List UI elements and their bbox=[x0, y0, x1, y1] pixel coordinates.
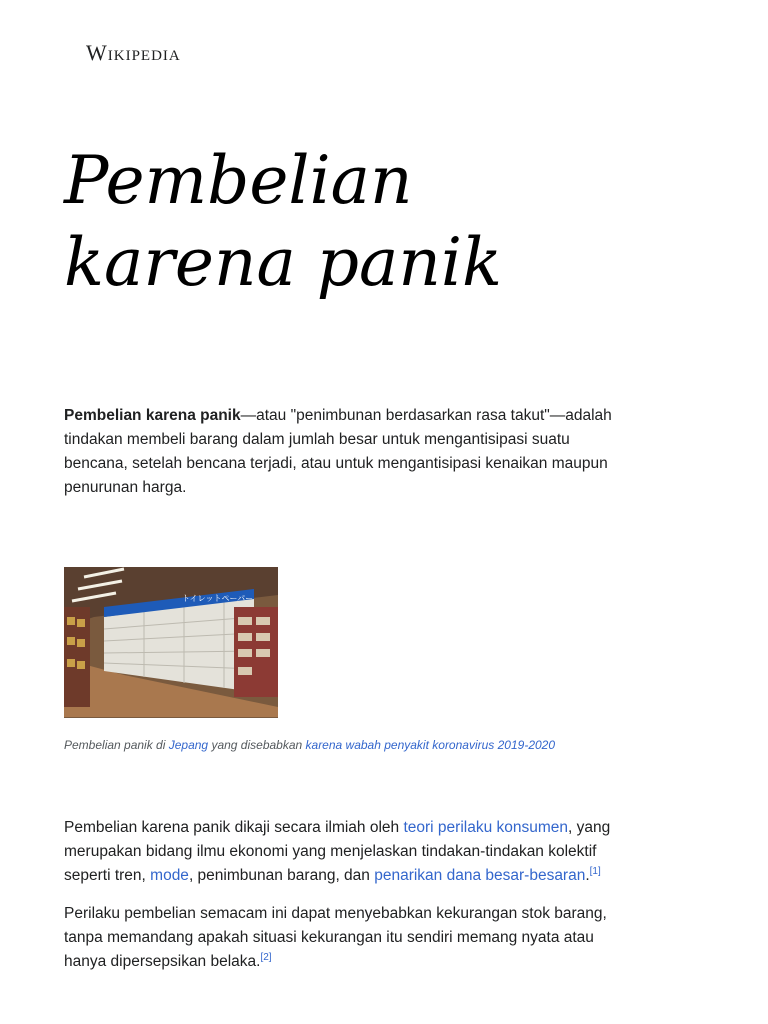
para2-text-2: , yang merupakan bidang ilmu ekonomi yang menjelaskan tindakan-tindakan kolektif seperti tren, bbox=[64, 819, 611, 884]
link-mode[interactable]: mode bbox=[150, 867, 189, 884]
store-shelves-photo bbox=[64, 567, 278, 718]
reference-2-link[interactable]: [2] bbox=[260, 951, 272, 963]
para3-text: Perilaku pembelian semacam ini dapat menyebabkan kekurangan stok barang, tanpa memandang apakah situasi kekurangan itu sendiri memang nyata atau hanya dipersepsikan belaka. bbox=[64, 905, 607, 970]
page-title bbox=[64, 140, 684, 304]
link-teori-perilaku-konsumen[interactable]: teori perilaku konsumen bbox=[403, 819, 569, 836]
figure-image[interactable] bbox=[64, 567, 278, 718]
figure-caption bbox=[64, 738, 684, 752]
page-title-line2: karena panik bbox=[64, 224, 502, 301]
intro-bold-term: Pembelian karena panik bbox=[64, 407, 241, 424]
intro-paragraph bbox=[64, 404, 624, 500]
link-jepang[interactable]: Jepang bbox=[168, 738, 209, 752]
para2-text-3: , penimbunan barang, dan bbox=[188, 867, 375, 884]
reference-1-link[interactable]: [1] bbox=[589, 865, 601, 877]
caption-text-2: yang disebabkan bbox=[208, 738, 306, 752]
wikipedia-logo[interactable]: Wikipedia bbox=[86, 40, 181, 65]
para2-text-4: . bbox=[585, 867, 590, 884]
shelf-sign-text: トイレットペーパー bbox=[182, 594, 254, 603]
link-wabah-koronavirus[interactable]: karena wabah penyakit koronavirus 2019-2020 bbox=[305, 738, 556, 752]
link-penarikan-dana[interactable]: penarikan dana besar-besaran bbox=[374, 867, 586, 884]
caption-text-1: Pembelian panik di bbox=[64, 738, 169, 752]
para2-text-1: Pembelian karena panik dikaji secara ilmiah oleh bbox=[64, 819, 404, 836]
intro-text: —atau "penimbunan berdasarkan rasa takut"—adalah tindakan membeli barang dalam jumlah besar untuk mengantisipasi suatu bencana, setelah bencana terjadi, atau untuk mengantisipasi kenaikan maupun penurunan harga. bbox=[64, 407, 612, 496]
page-title-line1: Pembelian bbox=[64, 142, 413, 219]
body-paragraph-2 bbox=[64, 816, 624, 888]
body-paragraph-3 bbox=[64, 902, 624, 974]
